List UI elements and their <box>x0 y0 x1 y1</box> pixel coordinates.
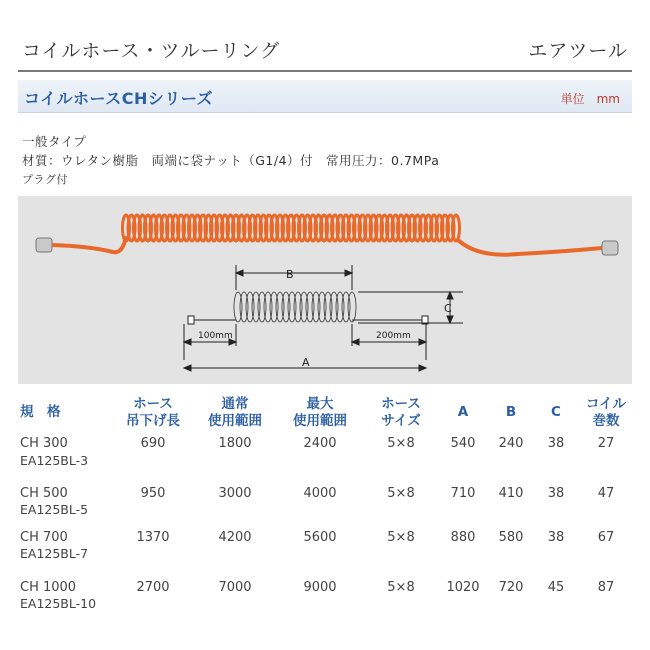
dim-100-label: 100mm <box>198 331 233 341</box>
coil-hose-illustration <box>18 196 632 384</box>
row-b: 580 <box>498 530 524 545</box>
row-b: 240 <box>498 436 524 451</box>
right-nut-icon <box>602 241 618 255</box>
row-hang: 950 <box>140 486 166 501</box>
row-max: 4000 <box>303 486 337 501</box>
category-label: エアツール <box>528 40 628 62</box>
row-code: EA125BL-10 <box>20 596 97 611</box>
row-coils: 87 <box>597 580 615 595</box>
page-title: コイルホース・ツルーリング <box>22 40 281 62</box>
row-model: CH 500 <box>20 486 68 501</box>
row-code: EA125BL-7 <box>20 546 89 561</box>
row-hang: 2700 <box>136 580 170 595</box>
row-normal: 1800 <box>218 436 252 451</box>
coil-loop <box>453 215 460 241</box>
coil-loops <box>123 215 460 241</box>
header-coils: コイル 巻数 <box>585 396 627 429</box>
header-max-range: 最大 使用範囲 <box>293 396 347 429</box>
row-coils: 27 <box>597 436 615 451</box>
row-normal: 7000 <box>218 580 252 595</box>
row-size: 5×8 <box>387 436 415 451</box>
row-size: 5×8 <box>387 530 415 545</box>
header-hose-size: ホース サイズ <box>381 396 421 429</box>
row-model: CH 1000 <box>20 580 77 595</box>
dim-c-label: C <box>444 302 452 315</box>
row-c: 38 <box>547 530 565 545</box>
row-hang: 1370 <box>136 530 170 545</box>
header-normal-range: 通常 使用範囲 <box>208 396 262 429</box>
series-title: コイルホースCHシリーズ <box>24 89 214 108</box>
row-max: 9000 <box>303 580 337 595</box>
row-max: 5600 <box>303 530 337 545</box>
row-b: 720 <box>498 580 524 595</box>
row-c: 38 <box>547 486 565 501</box>
row-hang: 690 <box>140 436 166 451</box>
row-a: 540 <box>450 436 476 451</box>
plug-text: プラグ付 <box>22 173 68 186</box>
row-a: 880 <box>450 530 476 545</box>
row-c: 38 <box>547 436 565 451</box>
row-size: 5×8 <box>387 580 415 595</box>
row-max: 2400 <box>303 436 337 451</box>
row-a: 710 <box>450 486 476 501</box>
row-normal: 3000 <box>218 486 252 501</box>
unit-label: 単位 mm <box>560 92 620 106</box>
row-size: 5×8 <box>387 486 415 501</box>
row-model: CH 300 <box>20 436 68 451</box>
row-c: 45 <box>547 580 565 595</box>
material-text: 材質：ウレタン樹脂 両端に袋ナット（G1/4）付 常用圧力：0.7MPa <box>22 153 440 168</box>
coil-hose-photo <box>36 215 618 255</box>
row-code: EA125BL-5 <box>20 502 89 517</box>
dim-b-label: B <box>286 268 294 281</box>
header-b: B <box>505 404 517 420</box>
row-coils: 67 <box>597 530 615 545</box>
row-b: 410 <box>498 486 524 501</box>
left-nut-icon <box>36 238 52 252</box>
dim-200-label: 200mm <box>376 331 411 341</box>
row-model: CH 700 <box>20 530 68 545</box>
product-figure <box>18 196 632 384</box>
header-a: A <box>457 404 469 420</box>
row-normal: 4200 <box>218 530 252 545</box>
dimension-drawing <box>184 265 463 371</box>
title-divider <box>18 70 632 72</box>
header-hang-length: ホース 吊下げ長 <box>126 396 180 429</box>
dim-a-label: A <box>302 356 310 369</box>
header-c: C <box>551 404 561 420</box>
header-model: 規 格 <box>20 404 61 420</box>
coil-drawing-loop <box>348 292 356 322</box>
row-a: 1020 <box>446 580 480 595</box>
row-code: EA125BL-3 <box>20 453 89 468</box>
type-text: 一般タイプ <box>22 134 87 149</box>
coil-line-drawing <box>234 292 356 322</box>
row-coils: 47 <box>597 486 615 501</box>
